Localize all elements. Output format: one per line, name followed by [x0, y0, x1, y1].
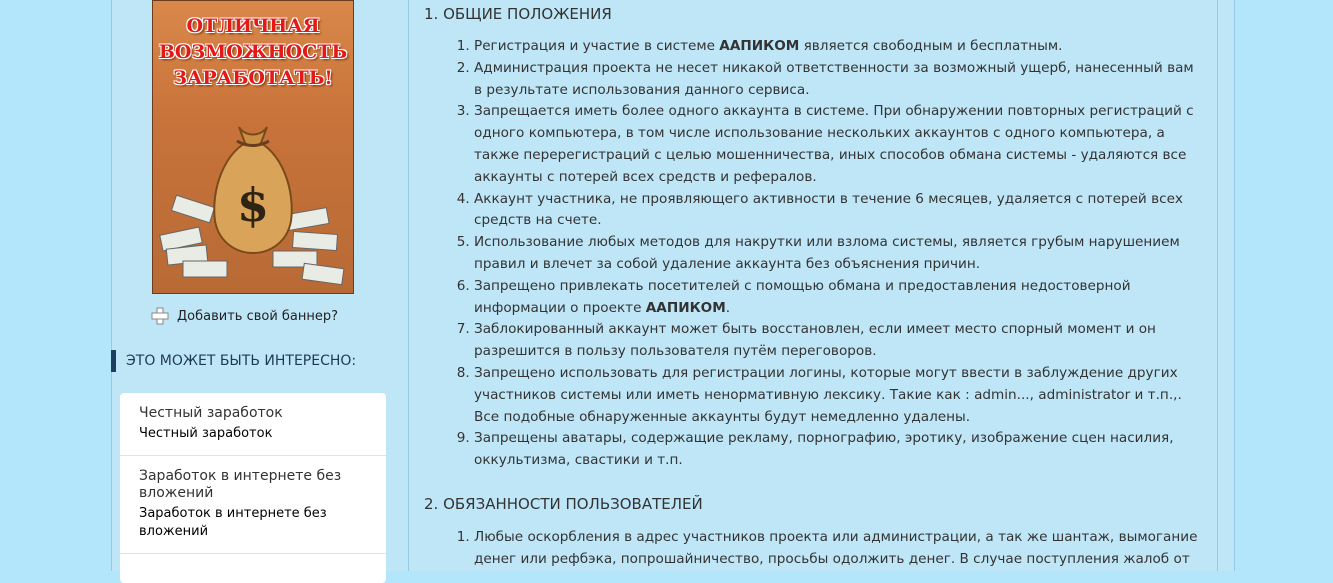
- interest-list: [120, 393, 386, 583]
- add-banner-label: Добавить свой баннер?: [177, 308, 339, 324]
- rule-item: 1. Любые оскорбления в адрес участников проекта или администрации, а так же шантаж, вымогание денег или рефбэка, попрошайничество, просьбы одолжить денег. В случае поступления жалоб от: [474, 527, 1204, 571]
- ad-banner[interactable]: [152, 0, 354, 294]
- rules-list-general: [457, 36, 1204, 472]
- rules-content: [408, 0, 1218, 571]
- section-heading-general: 1. ОБЩИЕ ПОЛОЖЕНИЯ: [424, 5, 612, 23]
- section-heading-duties: 2. ОБЯЗАННОСТИ ПОЛЬЗОВАТЕЛЕЙ: [424, 495, 703, 513]
- plus-icon: [151, 307, 169, 325]
- interest-item-title: Заработок в интернете без вложений: [139, 468, 342, 501]
- rule-item: 4. Аккаунт участника, не проявляющего активности в течение 6 месяцев, удаляется с потерей всех средств на счете.: [474, 189, 1204, 233]
- rule-item: 7. Заблокированный аккаунт может быть восстановлен, если имеет место спорный момент и он разрешится в пользу пользователя путём переговоров.: [474, 319, 1204, 363]
- interest-item[interactable]: [120, 393, 386, 456]
- brand-name: ААПИКОМ: [719, 38, 800, 54]
- dollar-sign: $: [236, 178, 270, 232]
- add-banner-link[interactable]: [151, 306, 338, 326]
- interest-item[interactable]: [120, 456, 386, 554]
- banner-line-2: ВОЗМОЖНОСТЬ: [158, 41, 348, 63]
- brand-name: ААПИКОМ: [645, 299, 726, 316]
- money-bag-illustration: [153, 111, 353, 291]
- rule-item: 2. Администрация проекта не несет никакой ответственности за возможный ущерб, нанесенный вам в результате использования данного сервиса.: [474, 58, 1204, 102]
- rule-item: 1. Регистрация и участие в системе ААПИКОМ является свободным и бесплатным.: [474, 36, 1204, 58]
- banner-line-1: ОТЛИЧНАЯ: [186, 15, 320, 37]
- interest-item-title: Честный заработок: [139, 405, 283, 421]
- rule-item: 6. Запрещено привлекать посетителей с помощью обмана и предоставления недостоверной информации о проекте ААПИКОМ.: [474, 276, 1204, 320]
- interest-section-title: ЭТО МОЖЕТ БЫТЬ ИНТЕРЕСНО:: [111, 350, 406, 372]
- rules-list-duties: [457, 527, 1204, 571]
- sidebar: [111, 0, 393, 571]
- banner-headline: [153, 13, 353, 91]
- interest-item-subtitle: Честный заработок: [139, 426, 273, 441]
- rule-item: 5. Использование любых методов для накрутки или взлома системы, является грубым нарушением правил и влечет за собой удаление аккаунта без объяснения причин.: [474, 232, 1204, 276]
- rule-item: 8. Запрещено использовать для регистрации логины, которые могут ввести в заблуждение других участников системы или иметь ненормативную лексику. Такие как : admin..., administrator и т.п.,. Все подобные обнаруженные аккаунты будут немедленно удалены.: [474, 363, 1204, 428]
- rule-item: 9. Запрещены аватары, содержащие рекламу, порнографию, эротику, изображение сцен насилия, оккультизма, свастики и т.п.: [474, 428, 1204, 472]
- rule-item: 3. Запрещается иметь более одного аккаунта в системе. При обнаружении повторных регистраций с одного компьютера, в том числе использование нескольких аккаунтов с одного компьютера, а также перерегистраций с целью мошенничества, иных способов обмана системы - удаляются все аккаунты с потерей всех средств и рефералов.: [474, 101, 1204, 188]
- banner-line-3: ЗАРАБОТАТЬ!: [173, 67, 333, 89]
- interest-item-subtitle: Заработок в интернете без вложений: [139, 506, 327, 539]
